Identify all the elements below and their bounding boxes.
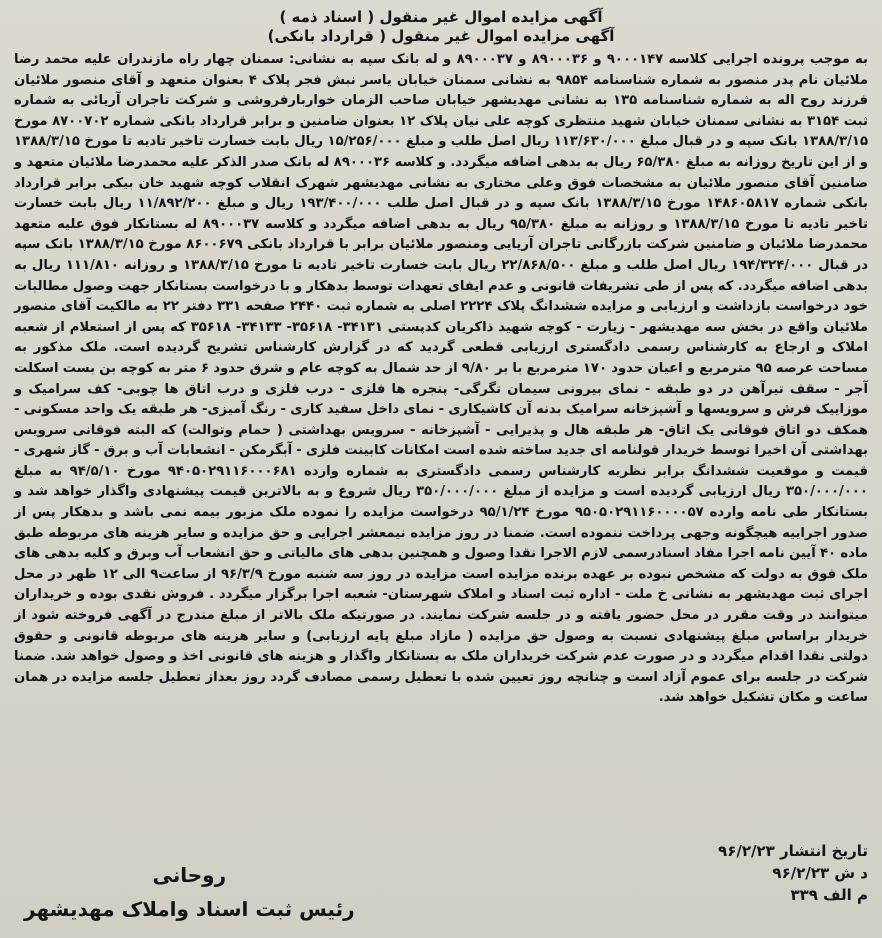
publish-date: تاریخ انتشار ۹۶/۲/۲۳ <box>718 842 868 860</box>
publication-info <box>718 840 868 906</box>
signer-name: روحانی <box>152 863 227 887</box>
reference-ma: م الف ۳۳۹ <box>790 886 868 904</box>
notice-subtitle: آگهی مزایده اموال غیر منقول ( قرارداد بانکی) <box>267 27 615 45</box>
signature-block <box>24 858 355 926</box>
notice-footer <box>14 840 868 932</box>
notice-body: به موجب پرونده اجرایی کلاسه ۹۰۰۰۱۴۷ و ۸۹۰۰۰۳۶ و ۸۹۰۰۰۳۷ و له بانک سپه به نشانی: سمنان چهار راه مازندران علیه محمد رضا ملائیان نام پدر منصور به شماره شناسنامه ۹۸۵۴ به نشانی سمنان خیابان یاسر نبش فجر پلاک ۴ بعنوان متعهد و آقای منصور ملائیان فرزند روح اله به شماره شناسنامه ۱۳۵ به نشانی مهدیشهر خیابان صاحب الزمان خواربارفروشی و شرکت تاجران آریائی به شماره ثبت ۳۱۵۴ به نشانی سمنان خیابان شهید منتظری کوچه علی نیان پلاک ۱۲ بعنوان ضامنین و برابر قرارداد بانکی شماره ۸۷۰۰۷۰۲ مورخ ۱۳۸۸/۳/۱۵ بانک سپه و در قبال مبلغ ۱۱۳/۶۳۰/۰۰۰ ریال اصل طلب و مبلغ ۱۵/۲۵۶/۰۰۰ ریال بابت خسارت تاخیر تادیه تا مورخ ۱۳۸۸/۳/۱۵ و از این تاریخ روزانه به مبلغ ۶۵/۳۸۰ ریال به بدهی اضافه میگردد. و کلاسه ۸۹۰۰۰۳۶ له بانک صدر الذکر علیه محمدرضا ملائیان متعهد و ضامنین آقای منصور ملائیان به مشخصات فوق وعلی مختاری به نشانی مهدیشهر شهرک انقلاب کوچه شهید خان بیکی برابر قرارداد بانکی شماره ۱۴۸۶۰۵۸۱۷ مورخ ۱۳۸۸/۳/۱۵ بانک سپه و در قبال اصل طلب ۱۹۳/۴۰۰/۰۰۰ ریال و مبلغ ۱۱/۸۹۲/۲۰۰ ریال بابت خسارت تاخیر تادیه تا مورخ ۱۳۸۸/۳/۱۵ و روزانه به مبلغ ۹۵/۳۸۰ ریال به بدهی اضافه میگردد و کلاسه ۸۹۰۰۰۳۷ له بستانکار فوق علیه متعهد محمدرضا ملائیان و ضامنین شرکت بازرگانی تاجران آریایی ومنصور ملائیان برابر با قرارداد بانکی ۸۶۰۰۶۷۹ مورخ ۱۳۸۸/۳/۱۵ بانک سپه در قبال ۱۹۴/۳۲۴/۰۰۰ ریال اصل طلب و مبلغ ۲۲/۸۶۸/۵۰۰ ریال بابت خسارت تاخیر تادیه تا مورخ ۱۳۸۸/۳/۱۵ و روزانه ۱۱۱/۸۱۰ ریال به بدهی اضافه میگردد. که پس از طی تشریفات قانونی و عدم ایفای تعهدات توسط بدهکار و با درخواست بستانکار جهت وصول مطالبات خود درخواست بازداشت و ارزیابی و مزایده ششدانگ پلاک ۲۲۲۴ اصلی به شماره ثبت ۲۴۴۰ صفحه ۳۳۱ دفتر ۲۲ به مالکیت آقای منصور ملائیان واقع در بخش سه مهدیشهر - زیارت - کوچه شهید ذاکریان کدپستی ۳۴۱۳۱- ۳۵۶۱۸- ۳۴۱۳۳- ۳۵۶۱۸ که پس از استعلام از شعبه املاک و ارجاع به کارشناس رسمی دادگستری ارزیابی قطعی گردید که در گزارش کارشناس تشریح گردیده است. ملک مذکور به مساحت عرصه ۹۵ مترمربع و اعیان حدود ۱۷۰ مترمربع با بر ۹/۸۰ از حد شمال به کوچه عام و شرق حدود ۶ متر به کوچه بن بست اسکلت آجر - سقف تیرآهن در دو طبقه - نمای بیرونی سیمان تگرگی- پنجره ها فلزی - درب فلزی و درب اتاق ها چوبی- کف سرامیک و موزاییک فرش و سرویسها و آشپزخانه سرامیک بدنه آن کاشیکاری - نمای داخل سفید کاری - رنگ آمیزی- هر طبقه یک واحد مسکونی - همکف دو اتاق فوقانی یک اتاق- هر طبقه هال و پذیرایی - آشپزخانه - سرویس بهداشتی ( حمام وتوالت) که البته فوقانی سرویس بهداشتی آن اخیرا توسط خریدار قولنامه ای جدید ساخته شده است امکانات کابینت فلزی - آبگرمکن - انشعابات آب و برق - گاز شهری - قیمت و موقعیت ششدانگ برابر نظریه کارشناس رسمی دادگستری به شماره وارده ۹۴۰۵۰۲۹۱۱۶۰۰۰۶۸۱ مورخ ۹۴/۵/۱۰ به مبلغ ۳۵۰/۰۰۰/۰۰۰ ریال ارزیابی گردیده است و مزایده از مبلغ ۳۵۰/۰۰۰/۰۰۰ ریال شروع و به بالاترین قیمت پیشنهادی واگذار خواهد شد و بستانکار طی نامه وارده ۹۵۰۵۰۲۹۱۱۶۰۰۰۰۵۷ مورخ ۹۵/۱/۲۴ درخواست مزایده را نموده ملک مزبور بیمه نمی باشد و بدهکار پس از صدور اجراییه هیچگونه وجهی پرداخت ننموده است. ضمنا در روز مزایده نیمعشر اجرایی و حق مزایده و سایر هزینه های مربوطه طبق ماده ۴۰ آیین نامه اجرا مفاد اسنادرسمی لازم الاجرا نقدا وصول و همچنین بدهی های مالیاتی و حق انشعاب آب وبرق و کلیه بدهی های ملک فوق به دولت که مشخص نبوده بر عهده برنده مزایده است مزایده در روز سه شنبه مورخ ۹۶/۳/۹ از ساعت۹ الی ۱۲ ظهر در محل اجرای ثبت مهدیشهر به نشانی خ ملت - اداره ثبت اسناد و املاک شهرستان- شعبه اجرا برگزار میگردد . فروش نقدی بوده و خریداران میتوانند در وقت مقرر در محل حضور یافته و در جلسه شرکت نمایند. در صورتیکه ملک بالاتر از مبلغ مندرج در آگهی فروخته شود از خریدار براساس مبلغ پیشنهادی نسبت به وصول حق مزایده ( مازاد مبلغ پایه ارزیابی) و سایر هزینه های مربوطه قانونی و حقوق دولتی نقدا اقدام میگردد و در صورت عدم شرکت خریداران ملک به بستانکار واگذار و هزینه های قانونی اخذ و وصول خواهد شد. ضمنا شرکت در جلسه برای عموم آزاد است و چنانچه روز تعیین شده با تعطیل رسمی مصادف گردد روز بعداز تعطیل جلسه مزایده در همان ساعت و مکان تشکیل خواهد شد. <box>14 52 869 706</box>
signer-title: رئیس ثبت اسناد واملاک مهدیشهر <box>24 897 355 921</box>
notice-title: آگهی مزایده اموال غیر منقول ( اسناد ذمه ) <box>279 8 603 26</box>
notice-header <box>14 8 868 46</box>
reference-ds: د ش ۹۶/۲/۲۳ <box>772 864 868 882</box>
